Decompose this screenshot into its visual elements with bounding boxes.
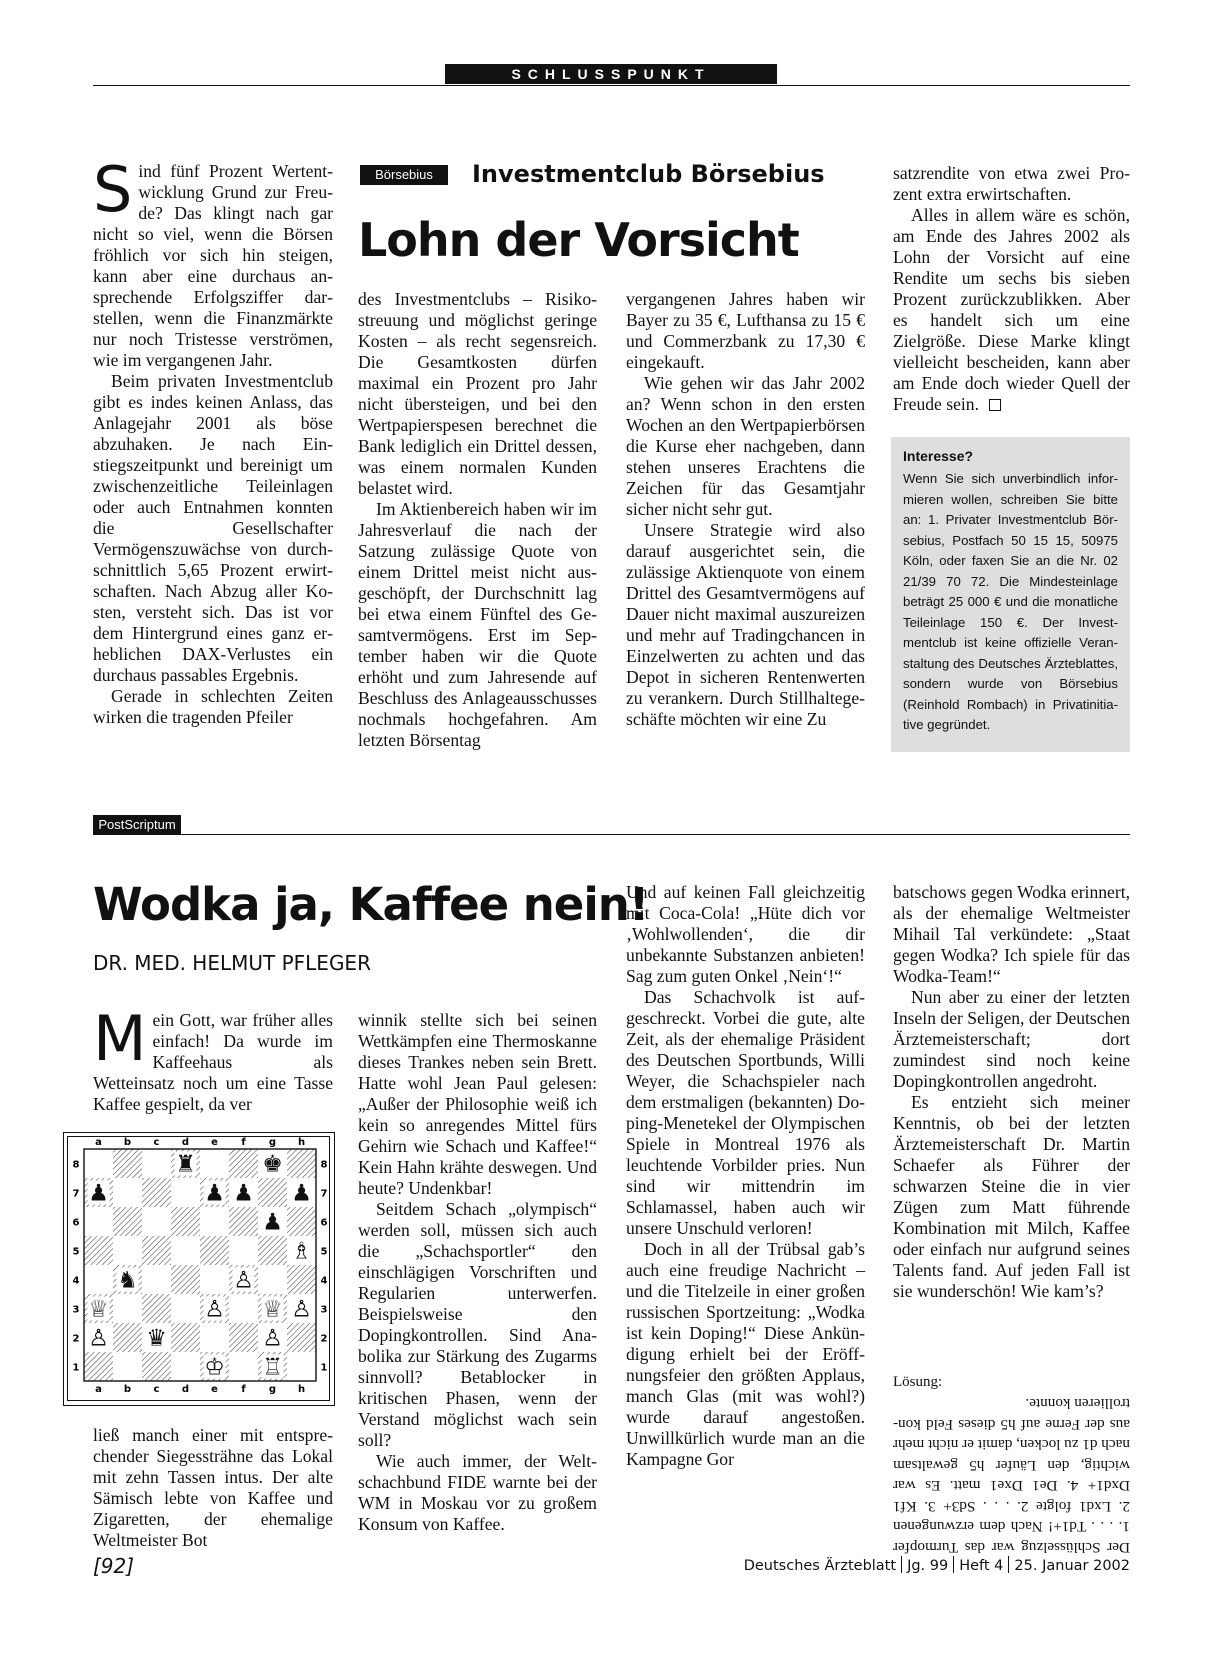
article2-dropcap: M [93,1002,147,1075]
section-header-tag [445,64,777,84]
footer-issue: Heft 4 [959,1558,1004,1574]
chess-diagram [63,1132,335,1406]
file-label-top: b [123,1137,132,1148]
chess-piece-f7: ♟ [233,1180,254,1207]
chess-square-g5 [258,1236,287,1265]
file-label-bottom: f [241,1384,246,1395]
article1-col4-para-2: Alles in allem wäre es schön, am Ende des Jahres 2002 als Lohn der Vorsicht auf eine Rendite um sechs bis sieben Prozent zurückzublikken. Aber es handelt sich um eine Zielgröße. Diese Marke klingt vielleicht bescheiden, kann aber am Ende doch wieder Quell der Freude sein. [893,205,1130,414]
chess-square-g7 [258,1178,287,1207]
chess-piece-g6: ♟ [262,1209,283,1236]
chess-square-c4 [142,1265,171,1294]
article2-col4-para-2: Nun aber zu einer der letzten Inseln der Seligen, der Deutschen Ärztemeisterschaft; dort zumindest sind noch keine Dopingkontrollen angedroht. [893,987,1130,1091]
chess-piece-h3: ♙ [291,1296,312,1323]
rank-label-right: 1 [320,1362,328,1374]
rank-label-left: 5 [72,1246,80,1258]
chess-square-h2 [287,1323,316,1352]
rank-label-left: 8 [72,1159,80,1171]
chess-square-e6 [200,1207,229,1236]
article1-col3-para-2: Wie gehen wir das Jahr 2002 an? Wenn schon in den ersten Wochen an den Wertpapierbörsen die Kurse eher nachgeben, dann stehen unseres Erachtens die Zeichen für das Gesamtjahr sicher nicht sehr gut. [626,373,865,519]
article1-tag [360,165,448,185]
chess-square-h1 [287,1352,316,1381]
footer-divider [1008,1556,1009,1573]
chess-piece-b4: ♞ [117,1267,138,1294]
chess-square-d5 [171,1236,200,1265]
article1-dropcap: S [93,153,133,226]
file-label-bottom: e [211,1384,218,1395]
article1-col2-para-2: Im Aktienbereich haben wir im Jahresverlauf die nach der Satzung zulässige Quote von einem Drittel meist nicht ausgeschöpft, der Durchschnitt lag bei etwa einem Fünftel des Gesamtvermögens. Erst im September haben wir die Quote erhöht und zum Jahresende auf Beschluss des Anlageausschusses nochmals hochgefahren. Am letzten Börsentag [358,499,597,750]
article2-col2-para-3: Wie auch immer, der Weltschachbund FIDE warnte bei der WM in Moskau vor zu großem Konsum von Kaffee. [358,1451,597,1534]
file-label-top: f [241,1137,246,1148]
page-number: [92] [93,1554,135,1578]
rank-label-right: 8 [320,1159,328,1171]
article1-col4-para-1: satzrendite von etwa zwei Prozent extra erwirtschaften. [893,163,1130,204]
chess-piece-e3: ♙ [204,1296,225,1323]
footer-date: 25. Januar 2002 [1014,1558,1130,1574]
footer-divider [901,1556,902,1573]
chess-square-d4 [171,1265,200,1294]
chess-square-a6 [84,1207,113,1236]
chess-piece-e1: ♔ [204,1354,225,1381]
rank-label-right: 6 [320,1217,328,1229]
article1-col1-para-3: Gerade in schlechten Zeiten wirken die tragenden Pfeiler [93,686,333,727]
file-label-top: g [268,1137,277,1148]
chess-square-f3 [229,1294,258,1323]
file-label-top: d [181,1137,190,1148]
article2-column-3 [626,882,865,1470]
footer-journal: Deutsches Ärzteblatt [743,1558,897,1574]
chess-square-b8 [113,1149,142,1178]
article2-col3-para-1: Und auf keinen Fall gleichzeitig mit Coca-Cola! „Hüte dich vor ‚Wohlwollenden‘, die dir unbekannte Substanzen anbieten! Sag zum guten Onkel ‚Nein‘!“ [626,882,865,986]
file-label-bottom: g [268,1384,277,1395]
chess-square-d3 [171,1294,200,1323]
chess-square-f6 [229,1207,258,1236]
chess-square-f1 [229,1352,258,1381]
chess-square-d7 [171,1178,200,1207]
rank-label-left: 6 [72,1217,80,1229]
file-label-bottom: b [123,1384,132,1395]
article1-column-3 [626,289,865,730]
infobox-title: Interesse? [903,448,974,464]
article1-col1-para-2: Beim privaten Investmentclub gibt es indes keinen Anlass, das Anlagejahr 2001 als böse abzuhaken. Je nach Einstiegszeitpunkt und bereinigt um zwischenzeitliche Teileinlagen oder auch Entnahmen konnten die Gesellschafter Vermögenszuwächse von durchschnittlich 5,65 Prozent erwirtschaften. Nach Abzug aller Kosten, versteht sich. Das ist vor dem Hintergrund eines ganz erheblichen DAX-Verlustes ein durchaus passables Ergebnis. [93,371,333,685]
article2-tag-label: PostScriptum [98,817,176,832]
chess-square-b1 [113,1352,142,1381]
article2-col4-para-3: Es entzieht sich meiner Kenntnis, ob bei der letzten Ärztemeisterschaft Dr. Martin Schaefer als Führer der schwarzen Steine die in vier Zügen zum Matt führende Kombination mit Milch, Kaffee oder einfach nur aufgrund seines Talents fand. Auf jeden Fall ist sie wunderschön! Wie kam’s? [893,1092,1130,1301]
chess-square-b3 [113,1294,142,1323]
article2-tag [93,815,181,835]
article2-rule [93,834,1130,835]
article1-col1-para-1: Sind fünf Prozent Wertentwicklung Grund zur Freude? Das klingt nach gar nicht so viel, wenn die Börsen fröhlich vor sich hin steigen, kann aber eine durchaus ansprechende Erfolgsziffer darstellen, wenn die Finanzmärkte nur noch Tristesse verströmen, wie im vergangenen Jahr. [93,153,333,370]
article1-col3-para-1: vergangenen Jahres haben wir Bayer zu 35 €, Lufthansa zu 15 € und Commerzbank zu 17,30 € eingekauft. [626,289,865,372]
chess-square-c7 [142,1178,171,1207]
chess-square-h8 [287,1149,316,1178]
chess-square-a4 [84,1265,113,1294]
article2-col3-para-2: Das Schachvolk ist aufgeschreckt. Vorbei die gute, alte Zeit, als der ehemalige Präsident des Deutschen Sportbunds, Willi Weyer, die Schachspieler nach dem erstmaligen (bekannten) Doping-Menetekel der Olympischen Spiele in Montreal 1976 als leuchtende Vorbilder pries. Nun sind wir mittendrin im Schlamassel, haben auch wir unsere Unschuld verloren! [626,987,865,1238]
end-mark-icon [989,399,1001,411]
chess-square-c8 [142,1149,171,1178]
article2-col2-para-2: Seitdem Schach „olympisch“ werden soll, müssen sich auch die „Schachsportler“ den einschlägigen Vorschriften und Regularien unterwerfen. Beispielsweise den Dopingkontrollen. Sind Anabolika zur Stärkung des Zugarms sinnvoll? Betablocker in kritischen Phasen, wenn der Verstand möglichst wach sein soll? [358,1199,597,1450]
header-rule [93,85,1130,86]
rank-label-left: 1 [72,1362,80,1374]
article1-column-4 [893,163,1130,415]
article1-col2-para-1: des Investmentclubs – Risikostreuung und möglichst geringe Kosten – als recht segensreich. Die Gesamtkosten dürfen maximal ein Prozent pro Jahr nicht übersteigen, und bei den Wertpapierspesen berechnet die Bank lediglich ein Drittel dessen, was einem normalen Kunden belastet wird. [358,289,597,498]
chess-piece-h5: ♗ [291,1238,312,1265]
chess-piece-a3: ♕ [88,1296,109,1323]
chess-square-c3 [142,1294,171,1323]
chess-square-e5 [200,1236,229,1265]
section-header-label: SCHLUSSPUNKT [511,66,711,82]
article1-col3-para-3: Unsere Strategie wird also darauf ausgerichtet sein, die zulässige Aktienquote von einem Drittel des Gesamtvermögens auf Dauer nicht maximal auszureizen und mehr auf Tradingchancen in Einzelwerten zu achten und das Depot in sicheren Rentenwerten zu verankern. Durch Stillhaltegeschäfte möchten wir eine Zu [626,520,865,729]
chess-piece-g3: ♕ [262,1296,283,1323]
chess-square-g4 [258,1265,287,1294]
footer-divider [953,1556,954,1573]
article2-col4-para-1: batschows gegen Wodka erinnert, als der ehemalige Weltmeister Mihail Tal verkündete: „Staat gegen Wodka? Ich spiele für das Wodka-Team!“ [893,882,1130,986]
article1-column-2 [358,289,597,751]
article2-col1-para-1: Mein Gott, war früher alles einfach! Da wurde im Kaffeehaus als Wetteinsatz noch um eine Tasse Kaffee gespielt, da ver [93,1002,333,1114]
rank-label-right: 3 [320,1304,328,1316]
chess-square-e2 [200,1323,229,1352]
file-label-bottom: a [95,1384,102,1395]
chess-square-e4 [200,1265,229,1294]
chess-square-d6 [171,1207,200,1236]
footer-volume: Jg. 99 [907,1558,949,1574]
chess-square-c5 [142,1236,171,1265]
chess-piece-d8: ♜ [175,1151,196,1178]
chess-piece-g8: ♚ [262,1151,283,1178]
rank-label-right: 7 [320,1188,328,1200]
article2-author: DR. MED. HELMUT PFLEGER [93,951,371,975]
rank-label-left: 4 [72,1275,80,1287]
file-label-bottom: d [181,1384,190,1395]
rank-label-right: 5 [320,1246,328,1258]
chess-piece-a2: ♙ [88,1325,109,1352]
rank-label-left: 3 [72,1304,80,1316]
rank-label-right: 2 [320,1333,328,1345]
chess-square-b2 [113,1323,142,1352]
chess-square-e8 [200,1149,229,1178]
solution-label: Lösung: [893,1374,943,1390]
article2-col1-para-2: ließ manch einer mit entsprechender Siegessträhne das Lokal mit zehn Tassen intus. Der alte Sämisch lebte von Kaffee und Zigaretten, der ehemalige Weltmeister Bot [93,1425,333,1550]
solution-text: Der Schlüsselzug war das Turmopfer 1. . . . Td1+! Nach dem erzwungenen 2. Lxd1 folgte 2. . . . Sd3+ 3. Kf1 Dxd1+ 4. De1 Dxe1 matt. Es war wichtig, den Läufer h5 gewaltsam nach d1 zu locken, damit er nicht mehr aus der Ferne auf h5 dieses Feld kontrollieren konnte. [892,1395,1130,1556]
chess-square-d1 [171,1352,200,1381]
article2-title: Wodka ja, Kaffee nein! [93,878,649,931]
chess-piece-g1: ♖ [262,1354,283,1381]
article1-title: Lohn der Vorsicht [358,213,799,267]
article1-infobox [891,437,1130,752]
rank-label-left: 2 [72,1333,80,1345]
chess-square-h6 [287,1207,316,1236]
chess-square-a5 [84,1236,113,1265]
rank-label-right: 4 [320,1275,328,1287]
chess-piece-h7: ♟ [291,1180,312,1207]
chess-piece-a7: ♟ [88,1180,109,1207]
chess-square-b6 [113,1207,142,1236]
chess-piece-g2: ♙ [262,1325,283,1352]
file-label-top: e [211,1137,218,1148]
chess-square-c6 [142,1207,171,1236]
file-label-top: c [153,1137,160,1148]
rank-label-left: 7 [72,1188,80,1200]
file-label-bottom: c [153,1384,160,1395]
chess-square-b7 [113,1178,142,1207]
chess-square-f8 [229,1149,258,1178]
file-label-top: h [297,1137,306,1148]
chess-board [64,1133,334,1405]
chess-square-c1 [142,1352,171,1381]
article2-col2-para-1: winnik stellte sich bei seinen Wettkämpfen eine Thermoskanne dieses Trankes neben sein Brett. Hatte wohl Jean Paul gelesen: „Außer der Philosophie weiß ich kein so anregendes Mittel fürs Gehirn wie Schach und Kaffee!“ Kein Hahn krähte deswegen. Und heute? Undenkbar! [358,1010,597,1198]
article2-column-1-top [93,1002,333,1115]
file-label-top: a [95,1137,102,1148]
article2-column-2 [358,1010,597,1535]
chess-square-b5 [113,1236,142,1265]
article2-column-4 [893,882,1130,1302]
article1-column-1 [93,153,333,728]
chess-square-h4 [287,1265,316,1294]
chess-piece-c2: ♛ [146,1325,167,1352]
article1-kicker: Investmentclub Börsebius [472,160,825,188]
chess-square-f5 [229,1236,258,1265]
chess-square-f2 [229,1323,258,1352]
file-label-bottom: h [297,1384,306,1395]
article2-column-1-bottom [93,1425,333,1551]
footer-citation [744,1556,1130,1576]
chess-square-a1 [84,1352,113,1381]
chess-piece-f4: ♙ [233,1267,254,1294]
infobox-text: Wenn Sie sich unverbindlich informieren wollen, schreiben Sie bitte an: 1. Privater Investmentclub Börsebius, Postfach 50 15 15, 50975 Köln, oder faxen Sie an die Nr. 02 21/39 70 72. Die Mindesteinlage beträgt 25 000 € und die monatliche Teileinlage 150 €. Der Investmentclub ist keine offizielle Veranstaltung des Deutsches Ärzteblattes, sondern wurde von Börsebius (Reinhold Rombach) in Privatinitiative gegründet. [903,471,1118,732]
chess-piece-e7: ♟ [204,1180,225,1207]
article2-col3-para-3: Doch in all der Trübsal gab’s auch eine freudige Nachricht – und die Titelzeile in einer großen russischen Sportzeitung: „Wodka ist kein Doping!“ Diese Ankündigung erhielt bei der Eröffnungsfeier den größten Applaus, manch Glas (mit was wohl?) wurde darauf angestoßen. Unwillkürlich wurde man an die Kampagne Gor [626,1239,865,1469]
solution-text-upside-down [893,1393,1130,1557]
chess-square-a8 [84,1149,113,1178]
chess-square-d2 [171,1323,200,1352]
article1-tag-label: Börsebius [375,167,433,182]
